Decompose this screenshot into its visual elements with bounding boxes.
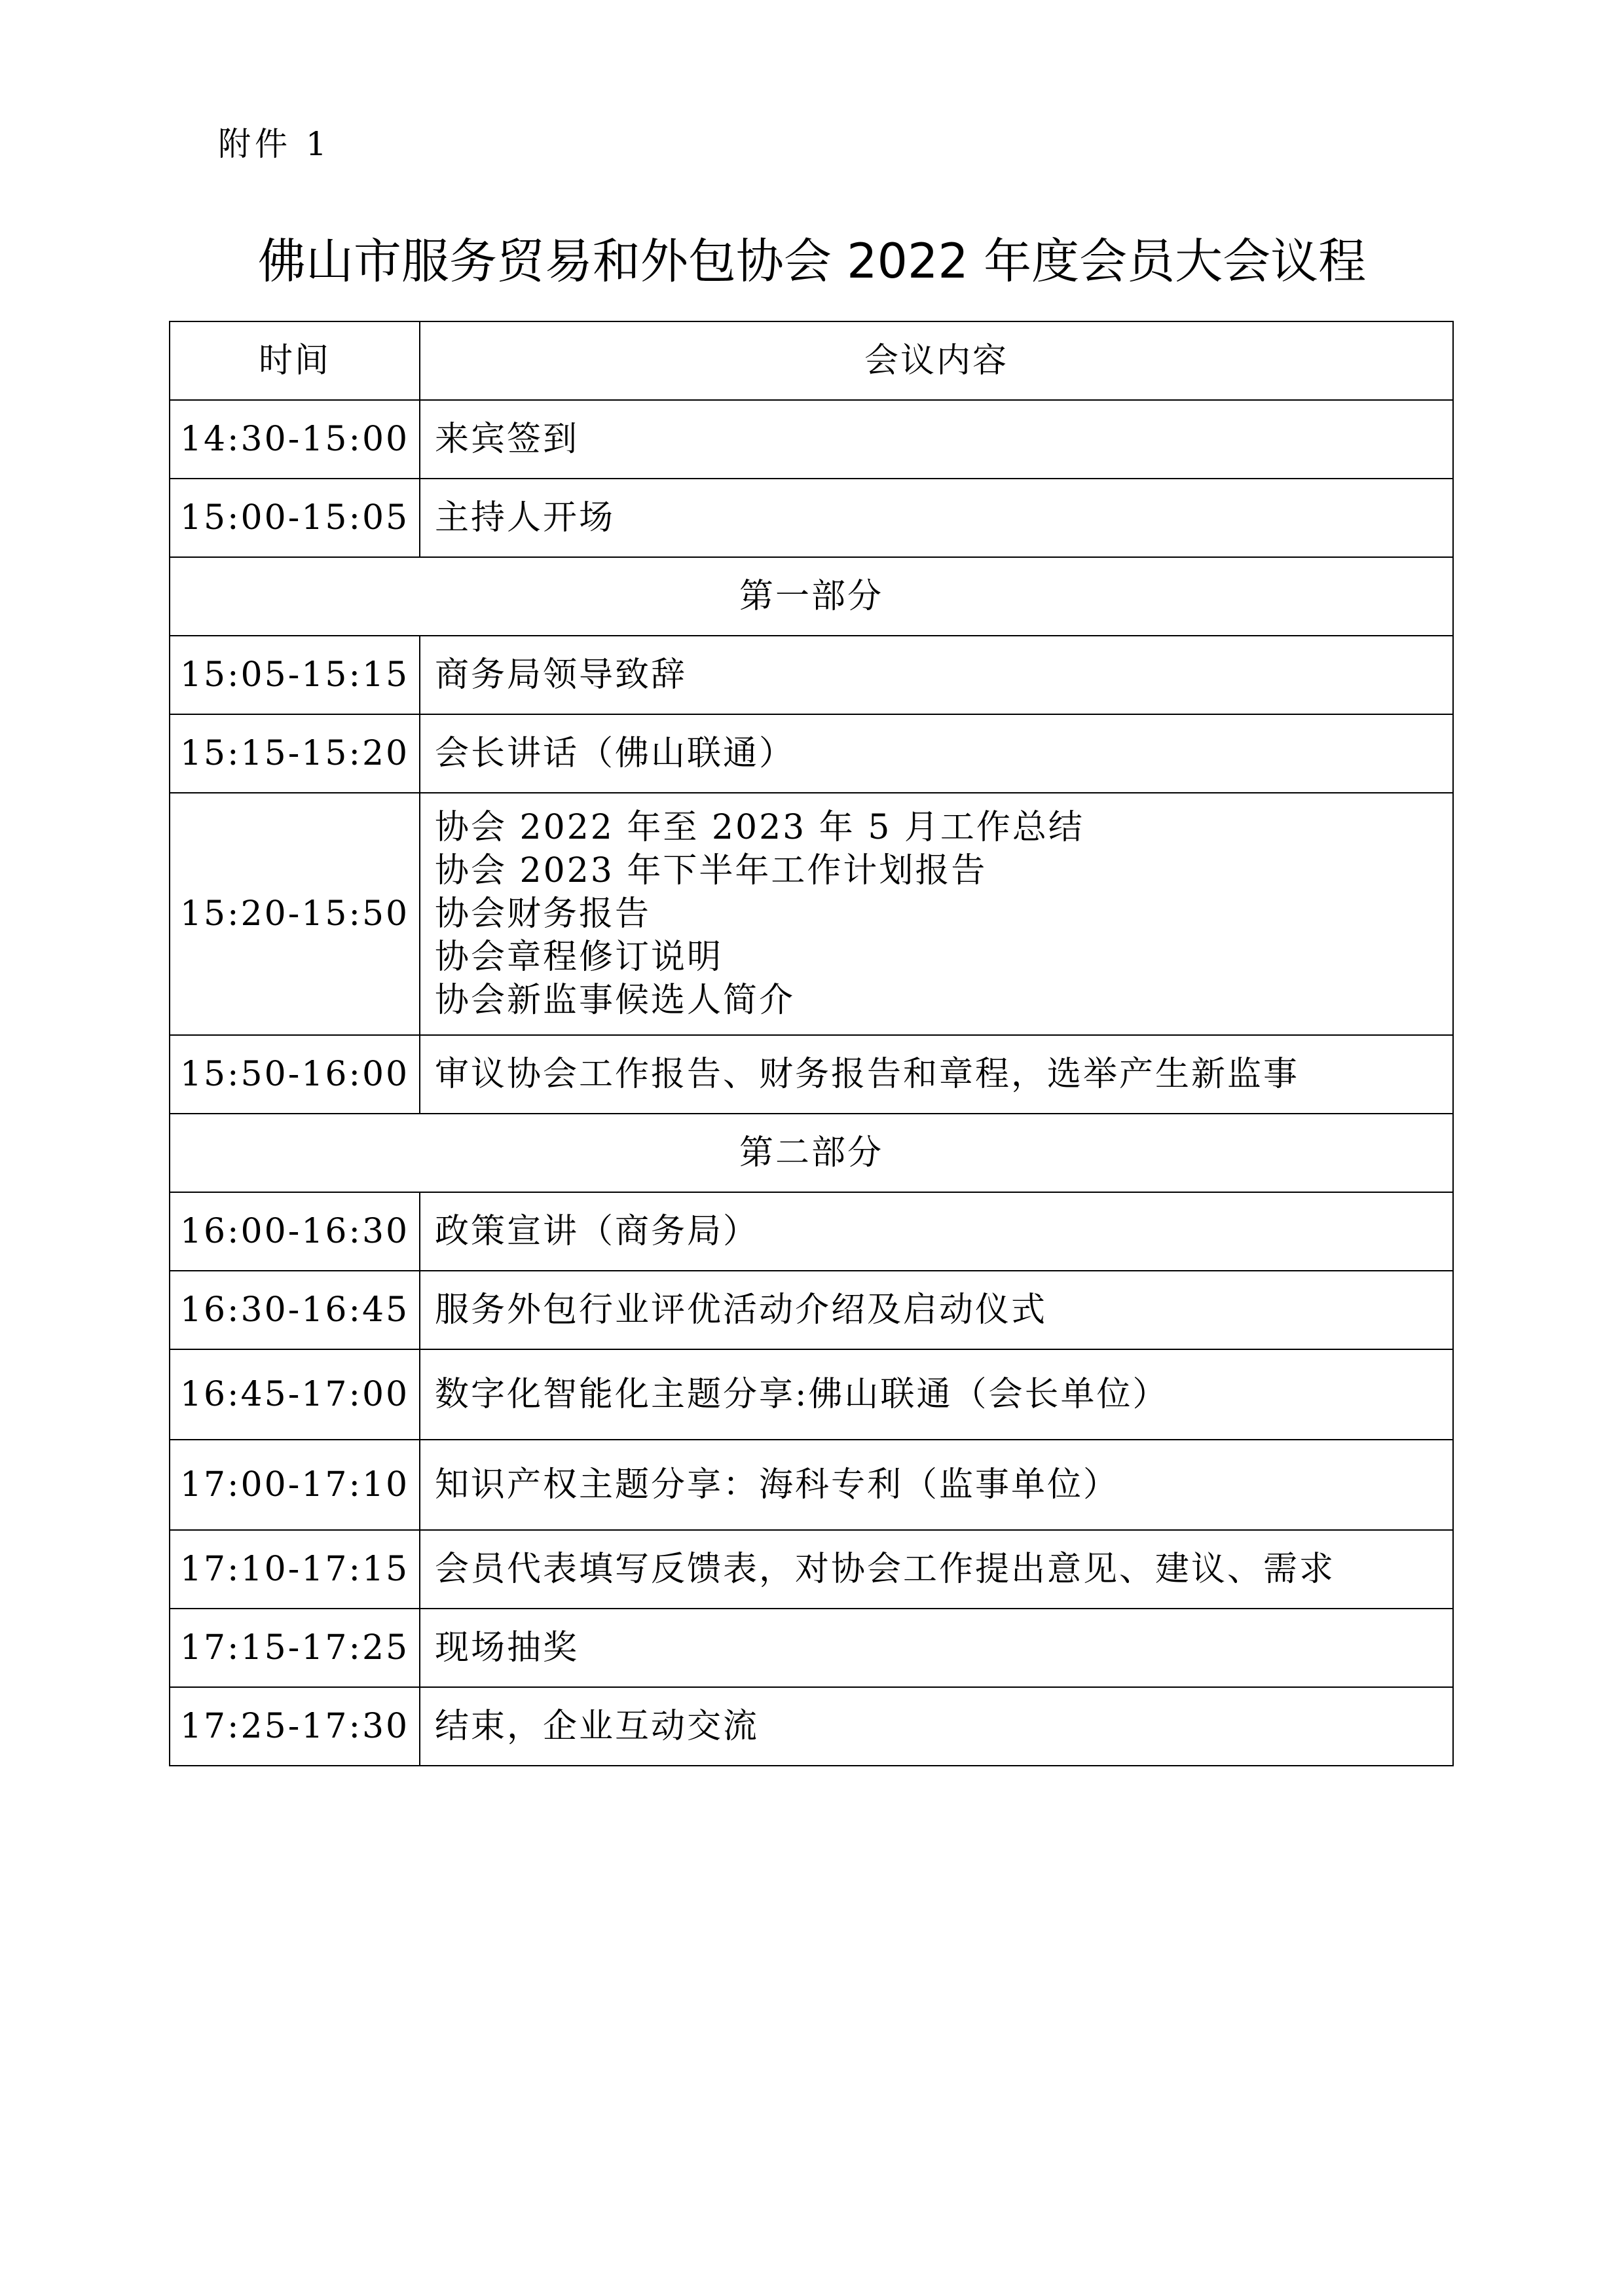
section-title-part-one: 第一部分 — [170, 557, 1453, 636]
row-time: 16:45-17:00 — [170, 1349, 420, 1440]
row-content: 审议协会工作报告、财务报告和章程，选举产生新监事 — [420, 1035, 1453, 1114]
row-time: 16:00-16:30 — [170, 1192, 420, 1271]
row-time: 17:10-17:15 — [170, 1530, 420, 1609]
row-content: 服务外包行业评优活动介绍及启动仪式 — [420, 1271, 1453, 1349]
page-title: 佛山市服务贸易和外包协会 2022 年度会员大会议程 — [257, 234, 1367, 289]
table-row — [170, 1609, 1453, 1687]
list-item: 协会财务报告 — [435, 894, 652, 934]
table-row — [170, 1530, 1453, 1609]
row-content: 会员代表填写反馈表，对协会工作提出意见、建议、需求 — [420, 1530, 1453, 1609]
row-time: 15:05-15:15 — [170, 636, 420, 714]
attachment-label: 附件 1 — [218, 125, 331, 163]
table-row — [170, 400, 1453, 479]
table-row — [170, 714, 1453, 793]
row-content: 数字化智能化主题分享:佛山联通（会长单位） — [420, 1349, 1453, 1440]
table-header-row — [170, 321, 1453, 400]
table-row — [170, 1349, 1453, 1440]
row-time: 14:30-15:00 — [170, 400, 420, 479]
row-content: 来宾签到 — [420, 400, 1453, 479]
row-content: 商务局领导致辞 — [420, 636, 1453, 714]
table-row — [170, 1440, 1453, 1530]
row-content: 政策宣讲（商务局） — [420, 1192, 1453, 1271]
list-item: 协会章程修订说明 — [435, 938, 724, 977]
section-title-part-two: 第二部分 — [170, 1114, 1453, 1192]
row-time: 15:20-15:50 — [170, 793, 420, 1035]
table-row — [170, 1687, 1453, 1766]
list-item: 协会 2023 年下半年工作计划报告 — [435, 851, 987, 890]
row-time: 17:00-17:10 — [170, 1440, 420, 1530]
row-time: 15:00-15:05 — [170, 479, 420, 557]
table-row — [170, 479, 1453, 557]
section-row — [170, 557, 1453, 636]
header-content: 会议内容 — [420, 321, 1453, 400]
table-row — [170, 636, 1453, 714]
table-row — [170, 1192, 1453, 1271]
table-row-multi — [170, 793, 1453, 1035]
row-content: 会长讲话（佛山联通） — [420, 714, 1453, 793]
agenda-table — [169, 321, 1454, 1766]
table-row — [170, 1035, 1453, 1114]
row-content: 主持人开场 — [420, 479, 1453, 557]
header-time: 时间 — [170, 321, 420, 400]
table-row — [170, 1271, 1453, 1349]
list-item: 协会 2022 年至 2023 年 5 月工作总结 — [435, 808, 1084, 847]
row-content-list — [420, 793, 1453, 1035]
row-time: 17:25-17:30 — [170, 1687, 420, 1766]
row-time: 16:30-16:45 — [170, 1271, 420, 1349]
row-time: 17:15-17:25 — [170, 1609, 420, 1687]
section-row — [170, 1114, 1453, 1192]
list-item: 协会新监事候选人简介 — [435, 981, 796, 1020]
row-content: 结束，企业互动交流 — [420, 1687, 1453, 1766]
row-content: 知识产权主题分享：海科专利（监事单位） — [420, 1440, 1453, 1530]
row-time: 15:15-15:20 — [170, 714, 420, 793]
row-time: 15:50-16:00 — [170, 1035, 420, 1114]
row-content: 现场抽奖 — [420, 1609, 1453, 1687]
